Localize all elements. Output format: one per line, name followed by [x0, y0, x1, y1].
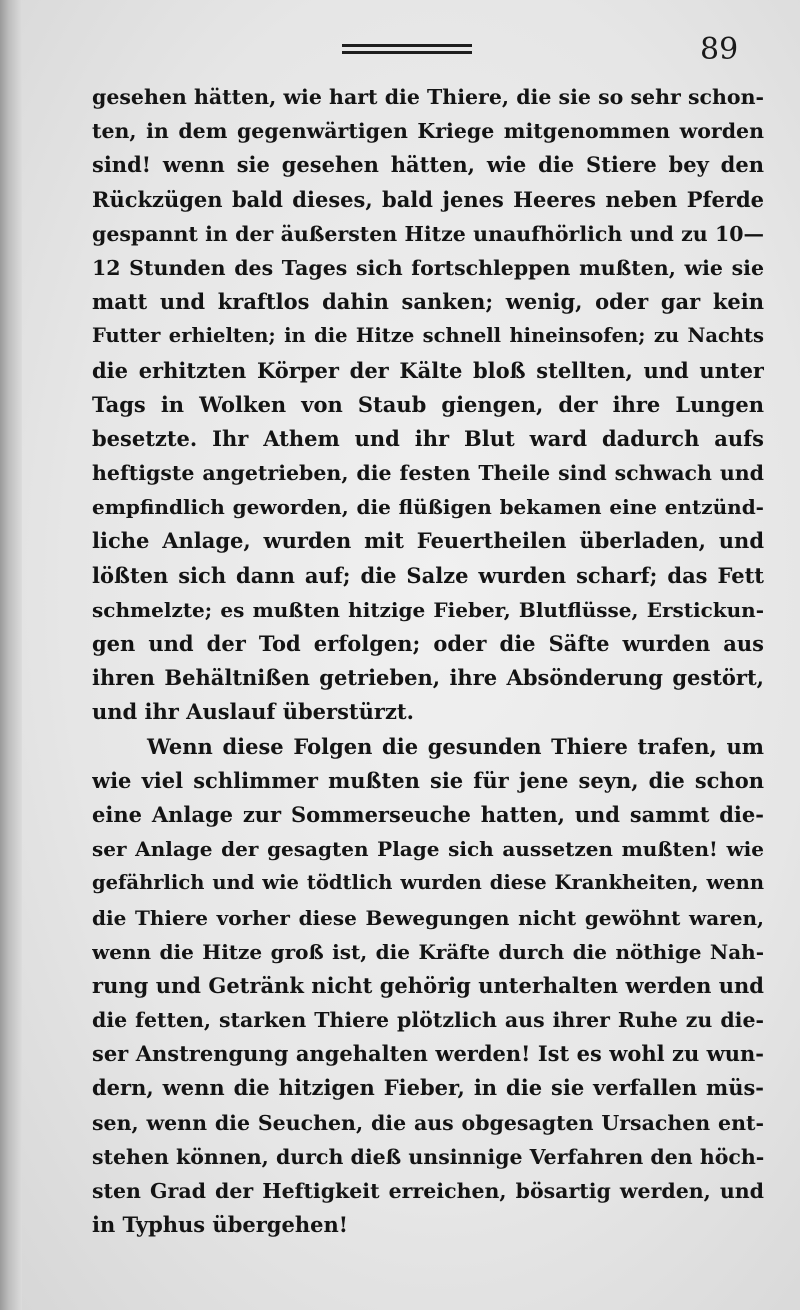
- text-line: gespannt in der äußersten Hitze unaufhörlich und zu 10—: [92, 221, 764, 246]
- text-line: rung und Getränk nicht gehörig unterhalten werden und: [92, 972, 764, 998]
- text-line: gesehen hätten, wie hart die Thiere, die sie so sehr schon-: [92, 85, 764, 109]
- text-line: dern, wenn die hitzigen Fieber, in die sie verfallen müs-: [92, 1075, 764, 1101]
- text-line-paragraph-end: und ihr Auslauf überstürzt.: [92, 699, 414, 725]
- text-line: ihren Behältnißen getrieben, ihre Absönderung gestört,: [92, 665, 764, 691]
- text-line-paragraph-end: in Typhus übergehen!: [92, 1212, 348, 1238]
- page-number: 89: [700, 32, 739, 67]
- text-line: empfindlich geworden, die flüßigen bekamen eine entzünd-: [92, 495, 764, 520]
- text-line: sten Grad der Heftigkeit erreichen, bösartig werden, und: [92, 1179, 764, 1203]
- text-line: die erhitzten Körper der Kälte bloß stellten, und unter: [92, 357, 764, 383]
- text-line: ser Anlage der gesagten Plage sich aussetzen mußten! wie: [92, 837, 764, 862]
- text-line: ten, in dem gegenwärtigen Kriege mitgenommen worden: [92, 119, 764, 144]
- text-line: Rückzügen bald dieses, bald jenes Heeres neben Pferde: [92, 186, 764, 212]
- text-line: die fetten, starken Thiere plötzlich aus ihrer Ruhe zu die-: [92, 1008, 764, 1033]
- text-line: matt und kraftlos dahin sanken; wenig, oder gar kein: [92, 289, 764, 315]
- text-line: liche Anlage, wurden mit Feuertheilen überladen, und: [92, 528, 764, 554]
- text-line-paragraph-start: Wenn diese Folgen die gesunden Thiere trafen, um: [147, 733, 764, 759]
- text-line: heftigste angetrieben, die festen Theile sind schwach und: [92, 461, 764, 486]
- text-line: schmelzte; es mußten hitzige Fieber, Blutflüsse, Erstickun-: [92, 597, 764, 622]
- text-line: besetzte. Ihr Athem und ihr Blut ward dadurch aufs: [92, 425, 764, 451]
- text-line: Tags in Wolken von Staub giengen, der ihre Lungen: [92, 391, 764, 417]
- text-line: lößten sich dann auf; die Salze wurden scharf; das Fett: [92, 562, 764, 588]
- text-line: 12 Stunden des Tages sich fortschleppen mußten, wie sie: [92, 255, 764, 280]
- text-line: gen und der Tod erfolgen; oder die Säfte wurden aus: [92, 631, 764, 656]
- text-line: sind! wenn sie gesehen hätten, wie die Stiere bey den: [92, 152, 764, 178]
- header-rule-bottom: [342, 51, 472, 54]
- header-rule-top: [342, 44, 472, 47]
- text-line: wenn die Hitze groß ist, die Kräfte durch die nöthige Nah-: [92, 939, 764, 964]
- text-line: wie viel schlimmer mußten sie für jene seyn, die schon: [92, 767, 764, 793]
- page-gutter-shadow: [0, 0, 22, 1310]
- text-line: sen, wenn die Seuchen, die aus obgesagten Ursachen ent-: [92, 1110, 764, 1135]
- text-line: eine Anlage zur Sommerseuche hatten, und sammt die-: [92, 801, 764, 827]
- text-line: Futter erhielten; in die Hitze schnell hineinsofen; zu Nachts: [92, 324, 764, 348]
- text-line: stehen können, durch dieß unsinnige Verfahren den höch-: [92, 1144, 764, 1169]
- header-double-rule: [342, 44, 472, 54]
- text-line: die Thiere vorher diese Bewegungen nicht gewöhnt waren,: [92, 905, 764, 930]
- text-line: ser Anstrengung angehalten werden! Ist es wohl zu wun-: [92, 1041, 764, 1067]
- body-text: [92, 80, 764, 1242]
- text-line: gefährlich und wie tödtlich wurden diese Krankheiten, wenn: [92, 871, 764, 895]
